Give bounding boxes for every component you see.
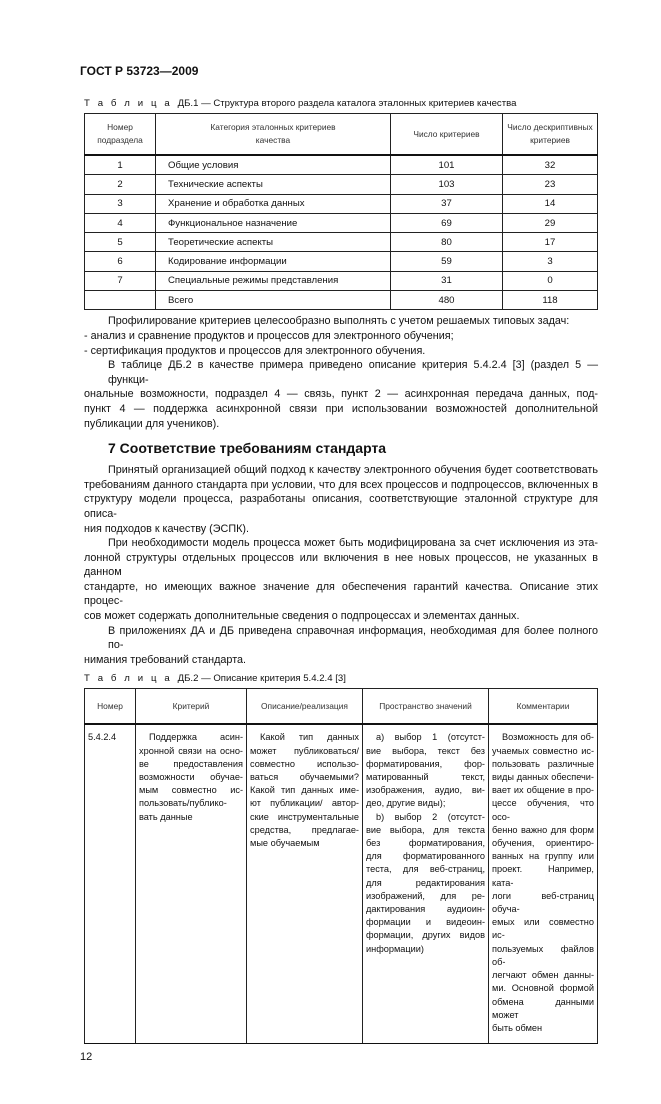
cell-criteria-count: 31 bbox=[391, 271, 503, 290]
text-line: для редактирования bbox=[366, 877, 485, 888]
header-subsection-number: Номер подраздела bbox=[85, 114, 156, 156]
table-header-row bbox=[85, 114, 598, 156]
caption-prefix: Т а б л и ц а bbox=[84, 673, 173, 685]
cell-subsection-number: 4 bbox=[85, 213, 156, 232]
header-descriptive-count: Число дескриптивных критериев bbox=[503, 114, 598, 156]
text-line: формации и видеоин- bbox=[366, 917, 485, 928]
text-line: пользовать/публико- bbox=[139, 798, 227, 809]
header-number: Номер bbox=[85, 689, 136, 725]
cell-descriptive-count: 29 bbox=[503, 213, 598, 232]
text-line: вать данные bbox=[139, 811, 193, 822]
text-line: a) выбор 1 (отсутст- bbox=[376, 732, 485, 743]
text-line: вие выбора, для текста bbox=[366, 824, 485, 835]
table-row bbox=[85, 233, 598, 252]
caption-prefix: Т а б л и ц а bbox=[84, 98, 173, 109]
table2-caption bbox=[84, 673, 598, 685]
cell-criterion bbox=[136, 724, 247, 1043]
cell-subsection-number: 3 bbox=[85, 194, 156, 213]
profiling-paragraph bbox=[84, 314, 598, 431]
text-line: обмена данными может bbox=[492, 996, 594, 1020]
text-line: ния подходов к качеству (ЭСПК). bbox=[84, 522, 249, 535]
text-line: цессе обучения, что осо- bbox=[492, 798, 594, 822]
cell-subsection-number: 6 bbox=[85, 252, 156, 271]
text-line: пользуемых файлов об- bbox=[492, 943, 594, 967]
text-line: В таблице ДБ.2 в качестве примера приведено описание критерия 5.4.2.4 [3] (раздел 5 — функци- bbox=[108, 359, 598, 386]
text-line: вие выбора, текст без bbox=[366, 745, 485, 756]
text-line: хронной связи на осно- bbox=[139, 745, 243, 756]
header-criteria-count: Число критериев bbox=[391, 114, 503, 156]
text-line: пункт 4 — поддержка асинхронной связи при использовании возможностей дополнительной bbox=[84, 402, 598, 415]
text-line: ют публикации/ автор- bbox=[250, 798, 359, 809]
cell-category: Кодирование информации bbox=[156, 252, 391, 271]
table1-caption bbox=[84, 98, 598, 110]
cell-descriptive-count: 3 bbox=[503, 252, 598, 271]
text-line: Возможность для об- bbox=[502, 732, 594, 743]
table-row bbox=[85, 252, 598, 271]
cell-category: Технические аспекты bbox=[156, 175, 391, 194]
cell-criteria-count: 101 bbox=[391, 155, 503, 175]
cell-comments bbox=[489, 724, 598, 1043]
cell-subsection-number bbox=[85, 291, 156, 310]
text-line: нимания требований стандарта. bbox=[84, 653, 247, 666]
text-line: стандарте, но имеющих важное значение для обеспечения гарантий качества. Описание этих процес- bbox=[84, 580, 598, 608]
table-row bbox=[85, 724, 598, 1043]
text-line: део, другие виды); bbox=[366, 798, 446, 809]
cell-descriptive-count: 0 bbox=[503, 271, 598, 290]
text-line: без форматирования, bbox=[366, 838, 485, 849]
cell-descriptive-count: 118 bbox=[503, 291, 598, 310]
text-line: В приложениях ДА и ДБ приведена справочная информация, необходимая для более полного по- bbox=[108, 624, 598, 652]
text-line: - анализ и сравнение продуктов и процессов для электронного обучения; bbox=[84, 329, 454, 342]
text-line: пользовать различные bbox=[492, 758, 594, 769]
cell-value-space bbox=[363, 724, 489, 1043]
cell-criteria-count: 103 bbox=[391, 175, 503, 194]
text-line: форматирования, фор- bbox=[366, 758, 485, 769]
header-comments: Комментарии bbox=[489, 689, 598, 725]
text-line: ональные возможности, подраздел 4 — связь, пункт 2 — асинхронная передача данных, под- bbox=[84, 388, 598, 401]
text-line: может публиковаться/ bbox=[250, 745, 359, 756]
text-line: b) выбор 2 (отсутст- bbox=[376, 811, 485, 822]
text-line: Принятый организацией общий подход к качеству электронного обучения будет соответствовать bbox=[108, 464, 598, 477]
text-line: дактирования аудиоин- bbox=[366, 904, 485, 915]
page-number: 12 bbox=[80, 1051, 93, 1064]
cell-criteria-count: 69 bbox=[391, 213, 503, 232]
text-line: сов может содержать дополнительные сведения о подпроцессах и элементах данных. bbox=[84, 610, 520, 623]
text-line: вает их общение в про- bbox=[492, 785, 594, 796]
table-row bbox=[85, 291, 598, 310]
text-line: структуру модели процесса, разработаны описания, соответствующие эталонной структуре для описа- bbox=[84, 493, 598, 520]
cell-criteria-count: 37 bbox=[391, 194, 503, 213]
section-heading: 7 Соответствие требованиям стандарта bbox=[108, 440, 387, 457]
table-criteria-structure bbox=[84, 113, 598, 310]
text-line: быть обмен bbox=[492, 1022, 543, 1033]
cell-criteria-count: 80 bbox=[391, 233, 503, 252]
cell-subsection-number: 5 bbox=[85, 233, 156, 252]
text-line: информации) bbox=[366, 943, 424, 954]
cell-number bbox=[85, 724, 136, 1043]
header-criterion: Критерий bbox=[136, 689, 247, 725]
cell-category: Теоретические аспекты bbox=[156, 233, 391, 252]
table-criterion-description bbox=[84, 688, 598, 1043]
table-row bbox=[85, 175, 598, 194]
text-line: теста, для веб-страниц, bbox=[366, 864, 485, 875]
caption-text: ДБ.2 — Описание критерия 5.4.2.4 [3] bbox=[177, 673, 346, 685]
header-category: Категория эталонных критериев качества bbox=[156, 114, 391, 156]
text-line: проект. Например, ката- bbox=[492, 864, 594, 888]
cell-category: Хранение и обработка данных bbox=[156, 194, 391, 213]
section-7-body bbox=[84, 463, 598, 667]
text-line: совместно использо- bbox=[250, 758, 359, 769]
text-line: для форматированного bbox=[366, 851, 485, 862]
cell-subsection-number: 1 bbox=[85, 155, 156, 175]
text-line: учаемых совместно ис- bbox=[492, 745, 594, 756]
text-line: требованиям данного стандарта при условии, что для всех процессов и подпроцессов, включенных в bbox=[84, 478, 598, 491]
text-line: ские инструментальные bbox=[250, 811, 359, 822]
table-bottom-rule bbox=[84, 1043, 598, 1044]
cell-category: Специальные режимы представления bbox=[156, 271, 391, 290]
document-id: ГОСТ Р 53723—2009 bbox=[80, 64, 199, 78]
text-line: бенно важно для форм bbox=[492, 824, 594, 835]
cell-category: Функциональное назначение bbox=[156, 213, 391, 232]
text-line: обучения, ориентиро- bbox=[492, 838, 594, 849]
cell-descriptive-count: 32 bbox=[503, 155, 598, 175]
text-line: мые обучаемым bbox=[250, 838, 320, 849]
cell-description bbox=[247, 724, 363, 1043]
text-line: ваться обучаемыми? bbox=[250, 772, 359, 783]
text-line: виды данных обеспечи- bbox=[492, 772, 594, 783]
text-line: - сертификация продуктов и процессов для электронного обучения. bbox=[84, 344, 426, 357]
cell-criteria-count: 480 bbox=[391, 291, 503, 310]
table-row bbox=[85, 213, 598, 232]
table-row bbox=[85, 155, 598, 175]
caption-text: ДБ.1 — Структура второго раздела каталога эталонных критериев качества bbox=[177, 98, 517, 109]
cell-descriptive-count: 14 bbox=[503, 194, 598, 213]
text-line: емых или совместно ис- bbox=[492, 917, 594, 941]
cell-criteria-count: 59 bbox=[391, 252, 503, 271]
text-line: ве предоставления bbox=[139, 758, 243, 769]
text-line: логи веб-страниц обуча- bbox=[492, 890, 594, 915]
text-line: Какой тип данных bbox=[260, 732, 359, 743]
header-description: Описание/реализация bbox=[247, 689, 363, 725]
cell-descriptive-count: 17 bbox=[503, 233, 598, 252]
cell-subsection-number: 7 bbox=[85, 271, 156, 290]
cell-descriptive-count: 23 bbox=[503, 175, 598, 194]
text-line: Какой тип данных име- bbox=[250, 785, 359, 796]
text-line: ми. Основной формой bbox=[492, 983, 594, 994]
text-line: лонной структуры отдельных процессов или включения в нее новых процессов, не указанных в данном bbox=[84, 551, 598, 579]
table-row bbox=[85, 194, 598, 213]
text-line: средства, предлагае- bbox=[250, 824, 359, 835]
cell-category: Всего bbox=[156, 291, 391, 310]
text-line: изображений, для ре- bbox=[366, 890, 485, 901]
table-row bbox=[85, 271, 598, 290]
text-line: матированный текст, bbox=[366, 772, 485, 783]
text-line: легчают обмен данны- bbox=[492, 970, 594, 981]
cell-subsection-number: 2 bbox=[85, 175, 156, 194]
text-line: Поддержка асин- bbox=[149, 732, 243, 743]
text-line: мым совместно ис- bbox=[139, 785, 243, 796]
text-line: При необходимости модель процесса может быть модифицирована за счет исключения из эта- bbox=[108, 537, 598, 550]
text-line: формации, других видов bbox=[366, 930, 485, 941]
criterion-number: 5.4.2.4 bbox=[88, 732, 117, 743]
text-line: ванных на группу или bbox=[492, 851, 594, 862]
text-line: изображения, аудио, ви- bbox=[366, 785, 485, 796]
header-value-space: Пространство значений bbox=[363, 689, 489, 725]
table-header-row bbox=[85, 689, 598, 725]
cell-category: Общие условия bbox=[156, 155, 391, 175]
text-line: Профилирование критериев целесообразно выполнять с учетом решаемых типовых задач: bbox=[108, 315, 570, 328]
text-line: публикации для учеников). bbox=[84, 417, 220, 430]
text-line: возможности обучае- bbox=[139, 772, 243, 783]
